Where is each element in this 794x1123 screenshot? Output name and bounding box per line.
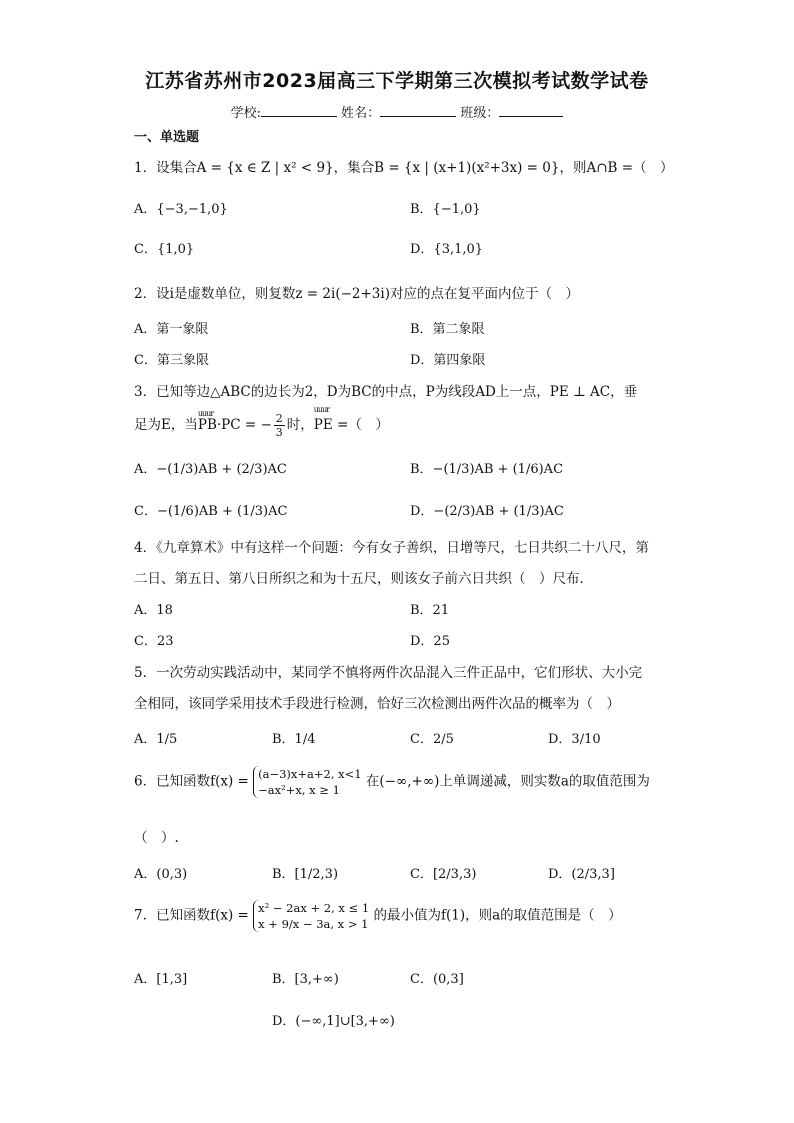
q4-stem-line2: 二日、第五日、第八日所织之和为十五尺，则该女子前六日共织（ ）尺布. xyxy=(134,571,584,587)
q7-stem-rest: 的最小值为f(1)，则a的取值范围是（ ） xyxy=(373,907,622,924)
q7-option-a: A．[1,3] xyxy=(134,972,188,987)
q2-option-b: B．第二象限 xyxy=(410,322,485,337)
exam-title: 江苏省苏州市2023届高三下学期第三次模拟考试数学试卷 xyxy=(145,70,649,92)
school-blank[interactable] xyxy=(261,104,337,117)
q3-stem-line1: 3．已知等边△ABC的边长为2，D为BC的中点，P为线段AD上一点，PE ⊥ AC，垂 xyxy=(134,384,638,400)
q5-stem-line1: 5．一次劳动实践活动中，某同学不慎将两件次品混入三件正品中，它们形状、大小完 xyxy=(134,665,643,681)
q3-option-b: B．−(1/3)AB + (1/6)AC xyxy=(410,462,564,477)
q6-option-c: C．[2/3,3) xyxy=(410,867,477,882)
q6-option-b: B．[1/2,3) xyxy=(272,867,339,882)
school-label: 学校: xyxy=(230,106,262,121)
q3-stem-when: 时， xyxy=(286,417,314,433)
q3-dot-product: uuur PB·PC = − xyxy=(198,417,272,433)
q3-stem-part: 足为E，当 xyxy=(134,417,198,433)
q7-option-b: B．[3,+∞) xyxy=(272,972,339,987)
name-blank[interactable] xyxy=(380,104,456,117)
q4-stem-line1: 4．《九章算术》中有这样一个问题：今有女子善织，日增等尺，七日共织二十八尺，第 xyxy=(134,540,649,556)
q3-frac-den: 3 xyxy=(275,426,283,439)
q6-case-1: (a−3)x+a+2, x<1 xyxy=(258,767,362,781)
class-label: 班级： xyxy=(460,106,500,121)
q6-piecewise xyxy=(253,766,361,798)
q5-option-a: A．1/5 xyxy=(134,732,178,747)
q1-option-d: D．{3,1,0} xyxy=(410,242,484,257)
q7-function-label: 7．已知函数f(x) = xyxy=(134,907,249,924)
q4-option-b: B．21 xyxy=(410,603,450,618)
q3-stem-line2 xyxy=(134,412,389,439)
q6-option-d: D．(2/3,3] xyxy=(548,867,615,882)
q4-option-c: C．23 xyxy=(134,634,174,649)
q2-option-c: C．第三象限 xyxy=(134,353,209,368)
q2-option-d: D．第四象限 xyxy=(410,353,486,368)
q5-option-d: D．3/10 xyxy=(548,732,601,747)
q7-stem xyxy=(134,900,622,932)
q7-option-d: D．(−∞,1]∪[3,+∞) xyxy=(272,1014,395,1029)
q3-option-a: A．−(1/3)AB + (2/3)AC xyxy=(134,462,287,477)
q3-vector-pe: uuur PE =（ ） xyxy=(314,413,389,433)
q1-option-c: C．{1,0} xyxy=(134,242,195,257)
q6-option-a: A．(0,3) xyxy=(134,867,188,882)
q5-option-c: C．2/5 xyxy=(410,732,454,747)
q3-frac-num: 2 xyxy=(275,412,283,425)
q6-stem-line2: （ ）. xyxy=(134,830,179,846)
q5-option-b: B．1/4 xyxy=(272,732,316,747)
q7-case-1: x² − 2ax + 2, x ≤ 1 xyxy=(258,901,370,915)
q6-function-label: 6．已知函数f(x) = xyxy=(134,773,249,790)
q4-option-d: D．25 xyxy=(410,634,450,649)
q6-case-2: −ax²+x, x ≥ 1 xyxy=(258,783,340,797)
q6-stem xyxy=(134,766,650,798)
q2-stem: 2．设i是虚数单位，则复数z = 2i(−2+3i)对应的点在复平面内位于（ ） xyxy=(134,286,579,302)
q6-stem-rest: 在(−∞,+∞)上单调递减，则实数a的取值范围为 xyxy=(365,773,650,790)
q1-option-a: A．{−3,−1,0} xyxy=(134,202,228,217)
student-info xyxy=(0,102,794,121)
q7-piecewise xyxy=(253,900,369,932)
q2-option-a: A．第一象限 xyxy=(134,322,209,337)
q5-stem-line2: 全相同，该同学采用技术手段进行检测，恰好三次检测出两件次品的概率为（ ） xyxy=(134,696,620,712)
q7-case-2: x + 9/x − 3a, x > 1 xyxy=(258,917,369,931)
name-label: 姓名： xyxy=(341,106,381,121)
q7-option-c: C．(0,3] xyxy=(410,972,464,987)
class-blank[interactable] xyxy=(499,104,563,117)
q3-fraction xyxy=(274,412,285,439)
q1-stem: 1．设集合A = {x ∈ Z | x² < 9}，集合B = {x | (x+1)(x²+3x) = 0}，则A∩B =（ ） xyxy=(134,160,674,176)
section-heading: 一、单选题 xyxy=(134,130,200,145)
q3-option-c: C．−(1/6)AB + (1/3)AC xyxy=(134,504,288,519)
q3-option-d: D．−(2/3)AB + (1/3)AC xyxy=(410,504,564,519)
q1-option-b: B．{−1,0} xyxy=(410,202,481,217)
q4-option-a: A．18 xyxy=(134,603,173,618)
